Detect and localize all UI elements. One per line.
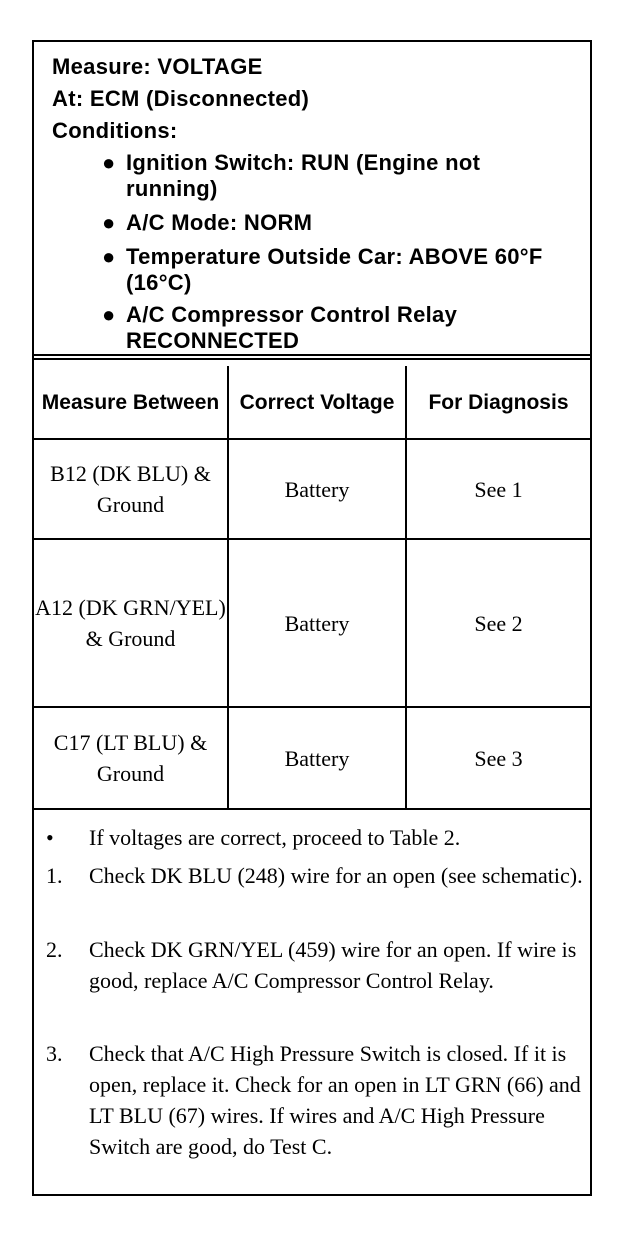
table-row: [34, 439, 590, 539]
note-marker: 3.: [46, 1041, 63, 1066]
column-header-correct-voltage: Correct Voltage: [228, 366, 406, 439]
note-text: Check DK BLU (248) wire for an open (see schematic).: [89, 863, 583, 888]
cell-correct-voltage: Battery: [228, 707, 406, 809]
column-header-for-diagnosis: For Diagnosis: [406, 366, 590, 439]
cell-for-diagnosis: See 1: [406, 439, 590, 539]
note-text: Check that A/C High Pressure Switch is closed. If it is open, replace it. Check for an open in LT GRN (66) and LT BLU (67) wires. If wires and A/C High Pressure Switch are good, do Test C.: [89, 1041, 581, 1159]
note-marker: •: [46, 825, 54, 850]
condition-text: Temperature Outside Car: ABOVE 60°F (16°C): [126, 244, 543, 295]
cell-correct-voltage: Battery: [228, 539, 406, 707]
condition-text: A/C Mode: NORM: [126, 210, 313, 235]
conditions-label: Conditions:: [52, 118, 178, 143]
cell-measure-between: C17 (LT BLU) & Ground: [34, 707, 228, 809]
condition-text: Ignition Switch: RUN (Engine not running): [126, 150, 481, 201]
note-text: Check DK GRN/YEL (459) wire for an open. If wire is good, replace A/C Compressor Control Relay.: [89, 937, 577, 993]
condition-item: [102, 244, 572, 300]
column-header-measure-between: Measure Between: [34, 366, 228, 439]
condition-text: A/C Compressor Control Relay RECONNECTED: [126, 302, 458, 353]
cell-measure-between: B12 (DK BLU) & Ground: [34, 439, 228, 539]
condition-item: [102, 150, 572, 206]
cell-for-diagnosis: See 3: [406, 707, 590, 809]
at-label: At: ECM (Disconnected): [52, 86, 310, 111]
test-conditions-header: [34, 42, 590, 354]
bullet-icon: ●: [102, 150, 116, 175]
condition-item: [102, 210, 572, 238]
table-row: [34, 707, 590, 809]
bullet-icon: ●: [102, 302, 116, 327]
condition-item: [102, 302, 572, 358]
section-divider: [34, 354, 590, 360]
note-marker: 2.: [46, 937, 63, 962]
cell-for-diagnosis: See 2: [406, 539, 590, 707]
table-header-row: [34, 366, 590, 439]
measurement-table: [34, 366, 590, 810]
cell-correct-voltage: Battery: [228, 439, 406, 539]
bullet-icon: ●: [102, 244, 116, 269]
bullet-icon: ●: [102, 210, 116, 235]
measure-label: Measure: VOLTAGE: [52, 54, 263, 79]
note-text: If voltages are correct, proceed to Table 2.: [89, 825, 461, 850]
diagnostic-table-frame: [32, 40, 592, 1196]
table-row: [34, 539, 590, 707]
note-marker: 1.: [46, 863, 63, 888]
cell-measure-between: A12 (DK GRN/YEL) & Ground: [34, 539, 228, 707]
